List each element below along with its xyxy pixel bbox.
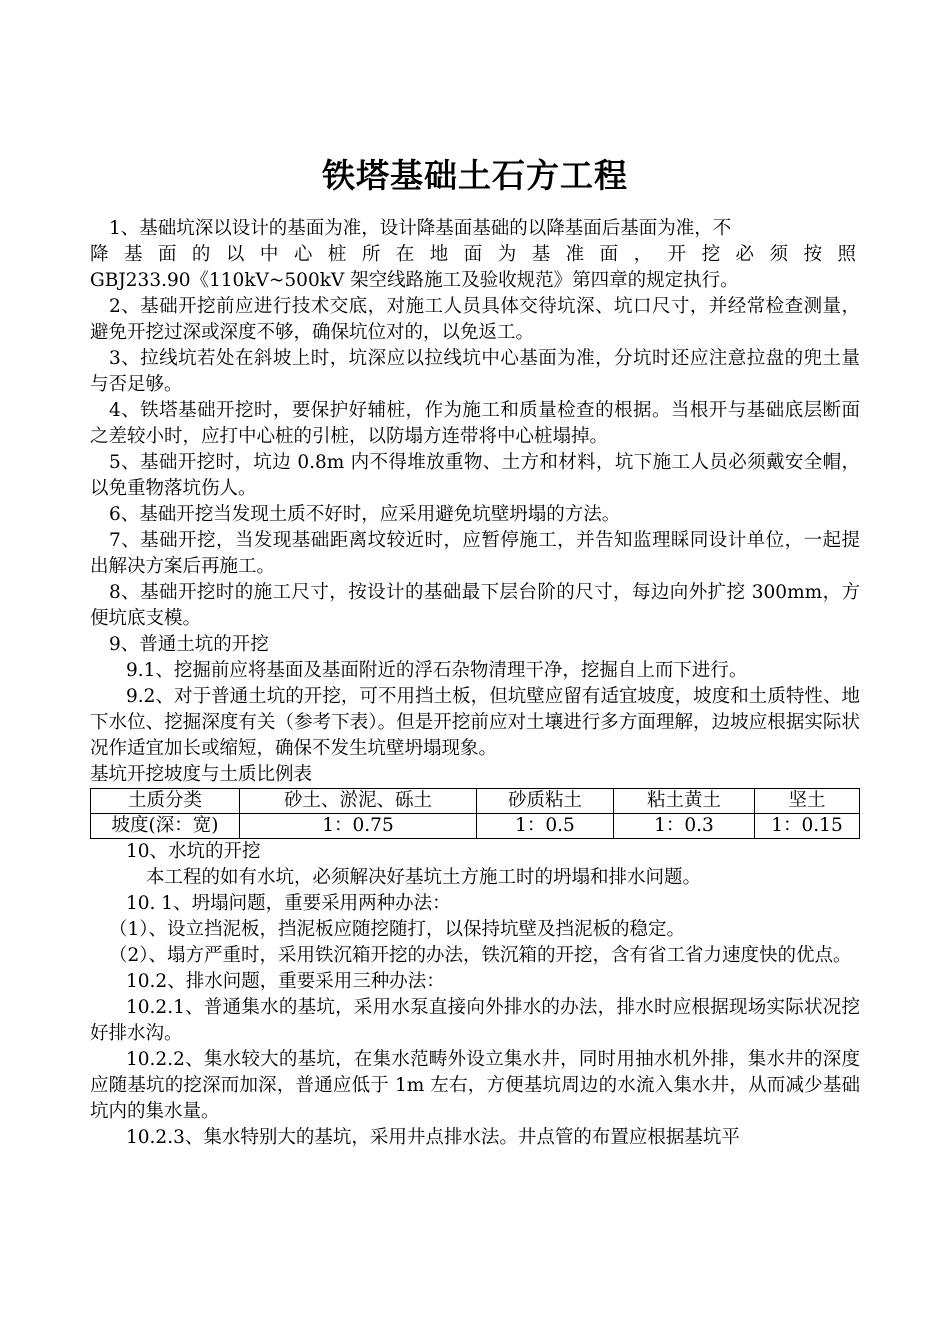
paragraph-9-1: 9.1、挖掘前应将基面及基面附近的浮石杂物清理干净，挖掘自上而下进行。 xyxy=(126,660,748,681)
table-cell: 1：0.75 xyxy=(240,814,477,839)
paragraph-10-2-1: 10.2.1、普通集水的基坑，采用水泵直接向外排水的办法，排水时应根据现场实际状况挖好排水沟。 xyxy=(90,997,860,1044)
table-header-cell: 砂土、淤泥、砾土 xyxy=(240,789,477,814)
paragraph-2: 2、基础开挖前应进行技术交底，对施工人员具体交待坑深、坑口尺寸，并经常检查测量，避免开挖过深或深度不够，确保坑位对的，以免返工。 xyxy=(90,296,860,343)
table-header-row xyxy=(91,789,860,814)
table-header-cell: 粘土黄土 xyxy=(614,789,755,814)
paragraph-7: 7、基础开挖，当发现基础距离坟较近时，应暂停施工，并告知监理睬同设计单位，一起提出解决方案后再施工。 xyxy=(90,530,860,577)
paragraph-10-2-2: 10.2.2、集水较大的基坑，在集水范畴外设立集水井，同时用抽水机外排，集水井的深度应随基坑的挖深而加深，普通应低于 1m 左右，方便基坑周边的水流入集水井，从而减少基础坑内的集水量。 xyxy=(90,1049,860,1122)
table-cell: 1：0.15 xyxy=(755,814,860,839)
paragraph-10-1a: （1）、设立挡泥板，挡泥板应随挖随打，以保持坑壁及挡泥板的稳定。 xyxy=(109,919,686,940)
table-caption: 基坑开挖坡度与土质比例表 xyxy=(90,764,313,785)
table-header-cell: 砂质粘土 xyxy=(477,789,614,814)
table-header-cell: 土质分类 xyxy=(91,789,240,814)
table-row xyxy=(91,814,860,839)
table-cell: 1：0.3 xyxy=(614,814,755,839)
paragraph-10-1: 10. 1、坍塌问题，重要采用两种办法： xyxy=(126,893,451,914)
paragraph-1-end: GBJ233.90《110kV~500kV 架空线路施工及验收规范》第四章的规定执行。 xyxy=(90,270,739,291)
paragraph-9-2: 9.2、对于普通土坑的开挖，可不用挡土板，但坑壁应留有适宜坡度，坡度和土质特性、地下水位、挖掘深度有关（参考下表）。但是开挖前应对土壤进行多方面理解，边坡应根据实际状况作适宜加长或缩短，确保不发生坑壁坍塌现象。 xyxy=(90,686,860,759)
document-title: 铁塔基础土石方工程 xyxy=(322,156,628,195)
paragraph-10-intro: 本工程的如有水坑，必须解决好基坑土方施工时的坍塌和排水问题。 xyxy=(146,867,702,888)
paragraph-5: 5、基础开挖时，坑边 0.8m 内不得堆放重物、土方和材料，坑下施工人员必须戴安全帽，以免重物落坑伤人。 xyxy=(90,452,860,499)
paragraph-1: 1、基础坑深以设计的基面为准，设计降基面基础的以降基面后基面为准，不 xyxy=(109,218,732,239)
paragraph-10-1b: （2）、塌方严重时，采用铁沉箱开挖的办法，铁沉箱的开挖，含有省工省力速度快的优点。 xyxy=(109,945,852,966)
paragraph-6: 6、基础开挖当发现土质不好时，应采用避免坑壁坍塌的方法。 xyxy=(109,504,621,525)
paragraph-9: 9、普通土坑的开挖 xyxy=(109,634,269,655)
table-header-cell: 坚土 xyxy=(755,789,860,814)
paragraph-10-2-3: 10.2.3、集水特别大的基坑，采用井点排水法。井点管的布置应根据基坑平 xyxy=(126,1127,740,1148)
paragraph-10: 10、水坑的开挖 xyxy=(126,841,261,862)
paragraph-1-cont: 降基面的以中心桩所在地面为基准面，开挖必须按照 xyxy=(90,244,860,265)
document-body xyxy=(90,216,860,1151)
table-cell: 坡度(深：宽) xyxy=(91,814,240,839)
paragraph-3: 3、拉线坑若处在斜坡上时，坑深应以拉线坑中心基面为准，分坑时还应注意拉盘的兜土量与否足够。 xyxy=(90,348,860,395)
paragraph-10-2: 10.2、排水问题，重要采用三种办法： xyxy=(126,971,445,992)
table-cell: 1：0.5 xyxy=(477,814,614,839)
paragraph-8: 8、基础开挖时的施工尺寸，按设计的基础最下层台阶的尺寸，每边向外扩挖 300mm，方便坑底支模。 xyxy=(90,582,860,629)
paragraph-4: 4、铁塔基础开挖时，要保护好辅桩，作为施工和质量检查的根据。当根开与基础底层断面之差较小时，应打中心桩的引桩，以防塌方连带将中心桩塌掉。 xyxy=(90,400,860,447)
soil-slope-table xyxy=(90,788,860,839)
